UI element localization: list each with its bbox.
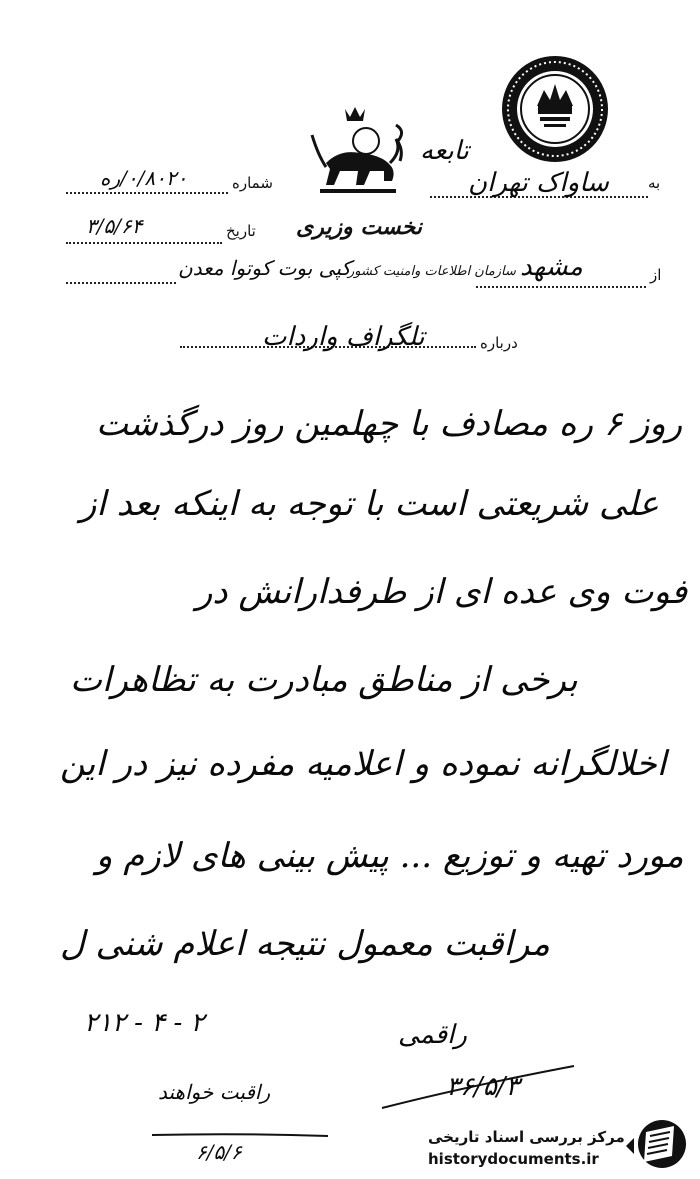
body-line-7: مراقبت معمول نتیجه اعلام شنی ل [60, 924, 550, 964]
from-org-dotted-line [66, 282, 176, 284]
body-line-1: روز ۶ ره مصادف با چهلمین روز درگذشت [96, 404, 683, 444]
watermark-org-name: مرکز بررسی اسناد تاریخی [428, 1128, 625, 1146]
note-text: راقبت خواهند [158, 1080, 271, 1104]
watermark-url: historydocuments.ir [428, 1150, 599, 1168]
lion-and-sun-emblem [300, 105, 410, 200]
to-label: به [648, 174, 661, 192]
from-label: از [650, 266, 662, 284]
subject-value: تلگراف واردات [262, 322, 425, 352]
signed-date: ۳۶/۵/۳ [446, 1072, 520, 1102]
note-number: ۶/۵/۶ [196, 1140, 242, 1164]
org-subtitle: سازمان اطلاعات وامنیت کشور [348, 264, 516, 279]
body-line-6: مورد تهیه و توزیع ... پیش بینی های لازم و [96, 836, 684, 876]
to-value: ساواک تهران [468, 168, 609, 198]
org-title: نخست وزیری [296, 214, 422, 240]
date-value: ۳/۵/۶۴ [86, 214, 143, 238]
from-value: مشهد [520, 252, 583, 282]
to-extra: تابعه [420, 136, 469, 166]
number-value: ۰/۸۰۲۰/ره [100, 166, 188, 190]
initials: راقمی [398, 1020, 467, 1050]
number-dotted-line [66, 192, 228, 194]
seal-emblem [500, 54, 610, 164]
body-line-2: علی شریعتی است با توجه به اینکه بعد از [80, 484, 659, 524]
from-dotted-line [476, 286, 646, 288]
date-dotted-line [66, 242, 222, 244]
body-line-3: فوت وی عده ای از طرفدارانش در [196, 572, 688, 612]
date-label: تاریخ [226, 222, 256, 240]
watermark-logo-icon [622, 1116, 688, 1172]
body-line-4: برخی از مناطق مبادرت به تظاهرات [70, 660, 578, 700]
subject-label: درباره [480, 334, 518, 352]
number-label: شماره [232, 174, 273, 192]
org-extra-handwritten: کپی بوت کوتوا معدن [178, 256, 351, 280]
body-line-5: اخلالگرانه نموده و اعلامیه مفرده نیز در این [60, 744, 667, 784]
note-underline [150, 1124, 330, 1132]
reference-number: ۲۱۲ - ۴ - ۲ [84, 1008, 205, 1038]
